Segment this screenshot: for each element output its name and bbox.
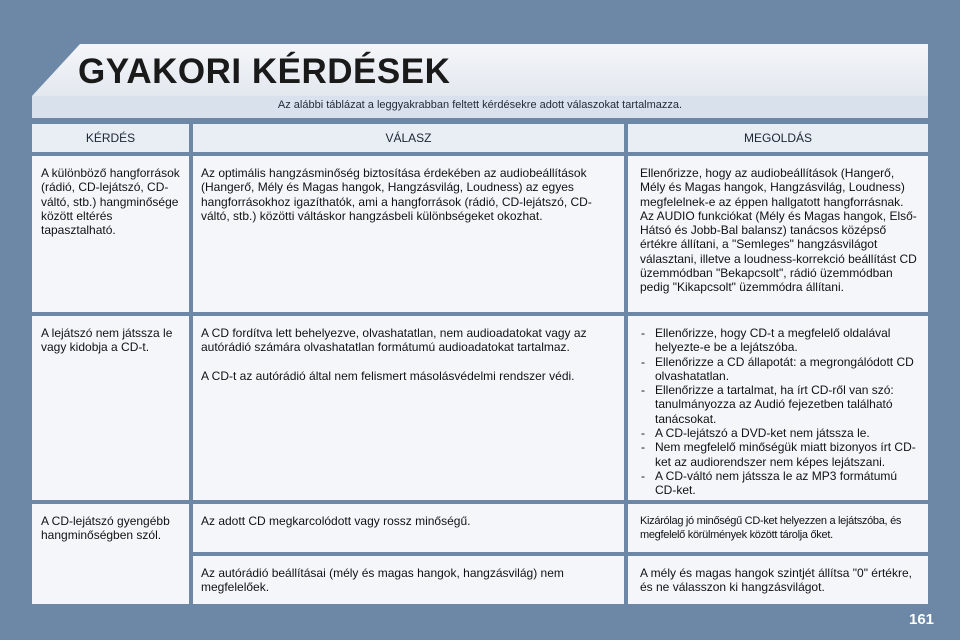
row2-question-cell bbox=[32, 316, 189, 500]
row1-question: A különböző hangforrások (rádió, CD-lejátszó, CD-váltó, stb.) hangminősége között eltérés tapasztalható. bbox=[41, 166, 180, 238]
list-item: - Ellenőrizze a CD állapotát: a megrongálódott CD olvashatatlan. bbox=[640, 355, 920, 384]
row2-question: A lejátszó nem játssza le vagy kidobja a CD-t. bbox=[41, 326, 173, 355]
row3-question-cell bbox=[32, 504, 189, 604]
row2-solution-cell bbox=[628, 316, 928, 500]
list-item: - A CD-lejátszó a DVD-ket nem játssza le. bbox=[640, 426, 920, 440]
row3b-solution-cell bbox=[628, 556, 928, 604]
row3a-answer-cell bbox=[193, 504, 624, 552]
row3b-answer: Az autórádió beállításai (mély és magas hangok, hangzásvilág) nem megfelelőek. bbox=[201, 566, 564, 595]
page-title: GYAKORI KÉRDÉSEK bbox=[78, 52, 451, 91]
page-number: 161 bbox=[909, 611, 935, 628]
row3b-answer-cell bbox=[193, 556, 624, 604]
row3-question: A CD-lejátszó gyengébb hangminőségben szól. bbox=[41, 514, 170, 543]
row3a-solution-cell bbox=[628, 504, 928, 552]
page-subtitle: Az alábbi táblázat a leggyakrabban feltett kérdésekre adott válaszokat tartalmazza. bbox=[277, 99, 683, 111]
header-question: KÉRDÉS bbox=[32, 124, 189, 152]
header-solution: MEGOLDÁS bbox=[628, 124, 928, 152]
row1-answer: Az optimális hangzásminőség biztosítása érdekében az audiobeállítások (Hangerő, Mély és Magas hangok, Hangzásvilág, Loudness) az egyes hangforrásokhoz igazíthatók, ami a hangforrások (rádió, CD-lejátszó, CD-váltó, stb.) közötti váltáskor hangzásbeli különbségeket okozhat. bbox=[201, 166, 592, 223]
list-item: - Nem megfelelő minőségük miatt bizonyos írt CD-ket az audiorendszer nem képes lejátszani. bbox=[640, 440, 920, 469]
row2-answer-1: A CD fordítva lett behelyezve, olvashatatlan, nem audioadatokat vagy az autórádió számára olvashatatlan formátumú audioadatokat tartalmaz. bbox=[201, 326, 587, 355]
list-item: - Ellenőrizze a tartalmat, ha írt CD-ről van szó: tanulmányozza az Audió fejezetben található tanácsokat. bbox=[640, 383, 920, 426]
row3a-answer: Az adott CD megkarcolódott vagy rossz minőségű. bbox=[201, 514, 471, 528]
row2-answer-cell bbox=[193, 316, 624, 500]
row2-answer-2: A CD-t az autórádió által nem felismert másolásvédelmi rendszer védi. bbox=[201, 368, 575, 383]
header-answer: VÁLASZ bbox=[193, 124, 624, 152]
row1-solution-cell bbox=[628, 156, 928, 312]
row3a-solution: Kizárólag jó minőségű CD-ket helyezzen a lejátszóba, és megfelelő körülmények között tárolja őket. bbox=[640, 515, 902, 541]
row1-answer-cell bbox=[193, 156, 624, 312]
row1-solution: Ellenőrizze, hogy az audiobeállítások (Hangerő, Mély és Magas hangok, Hangzásvilág, Loudness) megfelelnek-e az éppen hallgatott hangforrásnak. Az AUDIO funkciókat (Mély és Magas hangok, Első-Hátsó és Jobb-Bal balansz) tanácsos középső értékre állítani, a "Semleges" hangzásvilágot választani, illetve a loudness-korrekció beállítást CD üzemmódban "Bekapcsolt", rádió üzemmódban pedig "Kikapcsolt" üzemmódra állítani. bbox=[640, 166, 917, 295]
list-item: - A CD-váltó nem játssza le az MP3 formátumú CD-ket. bbox=[640, 469, 920, 498]
row1-question-cell bbox=[32, 156, 189, 312]
row3b-solution: A mély és magas hangok szintjét állítsa "0" értékre, és ne válasszon ki hangzásvilágot. bbox=[640, 566, 912, 595]
list-item: - Ellenőrizze, hogy CD-t a megfelelő oldalával helyezte-e be a lejátszóba. bbox=[640, 326, 920, 355]
row2-solution-list bbox=[640, 326, 920, 498]
